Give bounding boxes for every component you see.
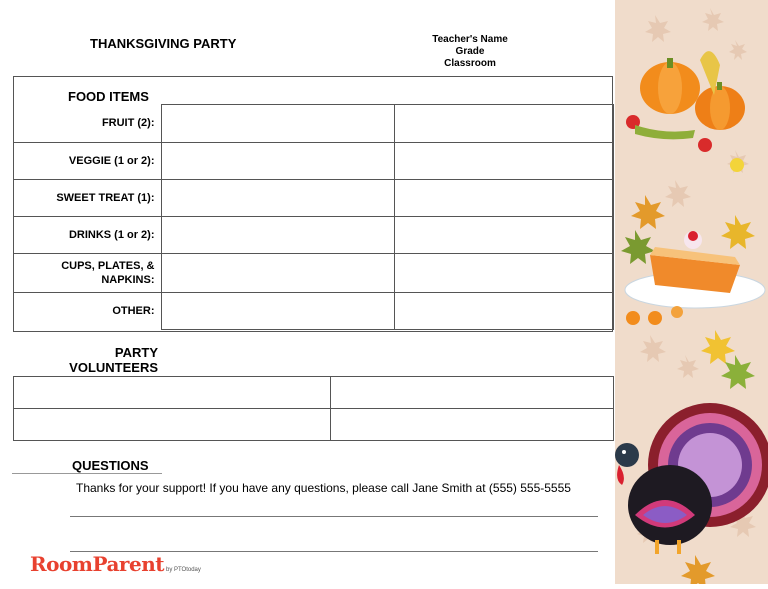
table-row [13, 293, 613, 330]
table-row [13, 180, 613, 217]
turkey-icon [615, 403, 768, 584]
page-title: THANKSGIVING PARTY [90, 36, 237, 51]
table-row [13, 254, 613, 293]
food-entry-cell[interactable] [161, 217, 394, 254]
volunteer-cell[interactable] [14, 377, 331, 409]
food-entry-cell[interactable] [394, 143, 613, 180]
volunteer-cell[interactable] [331, 409, 614, 441]
decoration-art [615, 0, 768, 584]
food-label: DRINKS (1 or 2): [13, 217, 161, 254]
food-entry-cell[interactable] [394, 254, 613, 293]
food-label: OTHER: [13, 293, 161, 330]
table-row [13, 143, 613, 180]
logo-by: by PTOtoday [165, 567, 201, 573]
food-label [13, 254, 161, 293]
food-label: SWEET TREAT (1): [13, 180, 161, 217]
food-label: FRUIT (2): [13, 105, 161, 143]
food-items-title: FOOD ITEMS [68, 89, 149, 104]
volunteer-cell[interactable] [331, 377, 614, 409]
food-entry-cell[interactable] [161, 254, 394, 293]
table-row [14, 377, 614, 409]
food-entry-cell[interactable] [394, 217, 613, 254]
volunteers-table [13, 376, 614, 441]
answer-line[interactable] [70, 516, 598, 517]
teacher-name: Teacher's Name [432, 34, 508, 45]
classroom: Classroom [444, 58, 496, 69]
roomparent-logo [30, 552, 201, 576]
food-entry-cell[interactable] [161, 105, 394, 143]
party-volunteers-title: PARTY VOLUNTEERS [69, 345, 158, 375]
food-entry-cell[interactable] [161, 180, 394, 217]
food-label-text: CUPS, PLATES, & NAPKINS: [61, 260, 155, 286]
food-label: VEGGIE (1 or 2): [13, 143, 161, 180]
questions-text: Thanks for your support! If you have any questions, please call Jane Smith at (555) 555-5555 [76, 481, 571, 495]
food-entry-cell[interactable] [394, 293, 613, 330]
teacher-info [410, 34, 530, 70]
thanksgiving-decoration-panel [615, 0, 768, 584]
logo-parent: Parent [92, 552, 164, 576]
questions-divider [12, 473, 162, 474]
questions-title: QUESTIONS [72, 458, 149, 473]
logo-room: Room [30, 552, 93, 576]
food-entry-cell[interactable] [161, 293, 394, 330]
pumpkin-icon [626, 51, 745, 172]
grade: Grade [455, 46, 485, 57]
food-entry-cell[interactable] [161, 143, 394, 180]
food-entry-cell[interactable] [394, 105, 613, 143]
table-row [13, 105, 613, 143]
table-row [14, 409, 614, 441]
food-entry-cell[interactable] [394, 180, 613, 217]
volunteer-cell[interactable] [14, 409, 331, 441]
food-items-table [13, 104, 614, 330]
table-row [13, 217, 613, 254]
